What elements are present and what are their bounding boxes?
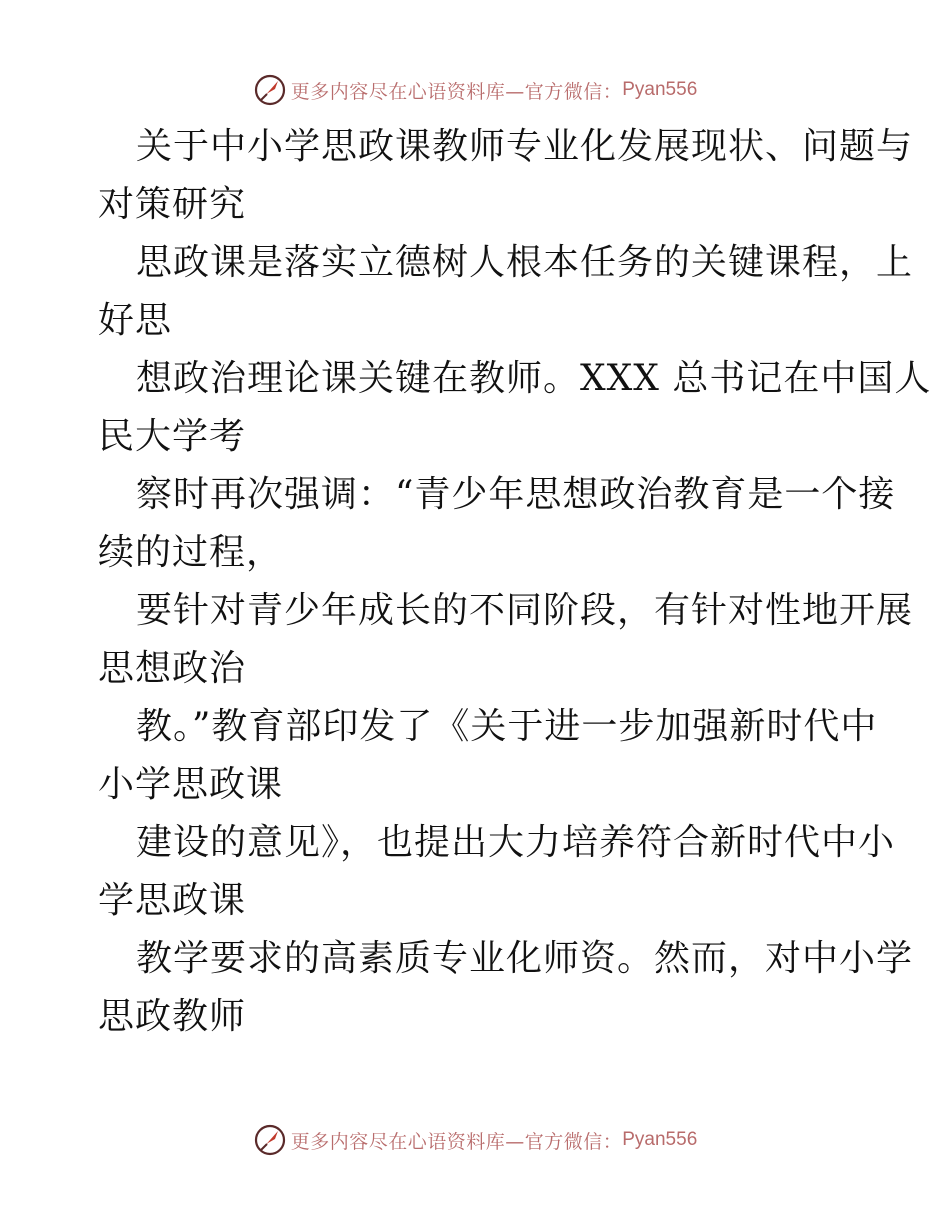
paragraph-line: 想政治理论课关键在教师。XXX 总书记在中国人 bbox=[136, 358, 932, 399]
paragraph-line: 小学思政课 bbox=[98, 764, 284, 805]
paragraph-line: 察时再次强调：“青少年思想政治教育是一个接 bbox=[136, 474, 896, 515]
paragraph-line: 思政教师 bbox=[98, 996, 247, 1037]
wechat-id: Pyan556 bbox=[622, 79, 698, 100]
paragraph-line: 教学要求的高素质专业化师资。然而，对中小学 bbox=[136, 938, 914, 979]
paragraph-line: 思政课是落实立德树人根本任务的关键课程，上 bbox=[136, 242, 914, 283]
wechat-id: Pyan556 bbox=[622, 1129, 698, 1150]
banner-text: 更多内容尽在心语资料库—官方微信： bbox=[290, 1130, 623, 1153]
banner-text: 更多内容尽在心语资料库—官方微信： bbox=[290, 80, 623, 103]
paragraph-line: 思想政治 bbox=[98, 648, 247, 689]
footer-banner bbox=[0, 1120, 950, 1160]
paragraph-line: 好思 bbox=[98, 300, 173, 341]
header-banner bbox=[0, 70, 950, 110]
paragraph-line: 续的过程， bbox=[98, 532, 284, 573]
quill-logo-icon bbox=[253, 73, 287, 107]
document-body bbox=[98, 118, 932, 1046]
quill-logo-icon bbox=[253, 1123, 287, 1157]
paragraph-line: 民大学考 bbox=[98, 416, 247, 457]
paragraph-line: 学思政课 bbox=[98, 880, 247, 921]
paragraph-line: 要针对青少年成长的不同阶段，有针对性地开展 bbox=[136, 590, 914, 631]
paragraph-line: 建设的意见》，也提出大力培养符合新时代中小 bbox=[136, 822, 896, 863]
paragraph-line: 教。”教育部印发了《关于进一步加强新时代中 bbox=[136, 706, 878, 747]
title-line-1: 关于中小学思政课教师专业化发展现状、问题与 bbox=[136, 126, 914, 167]
title-line-2: 对策研究 bbox=[98, 184, 247, 225]
